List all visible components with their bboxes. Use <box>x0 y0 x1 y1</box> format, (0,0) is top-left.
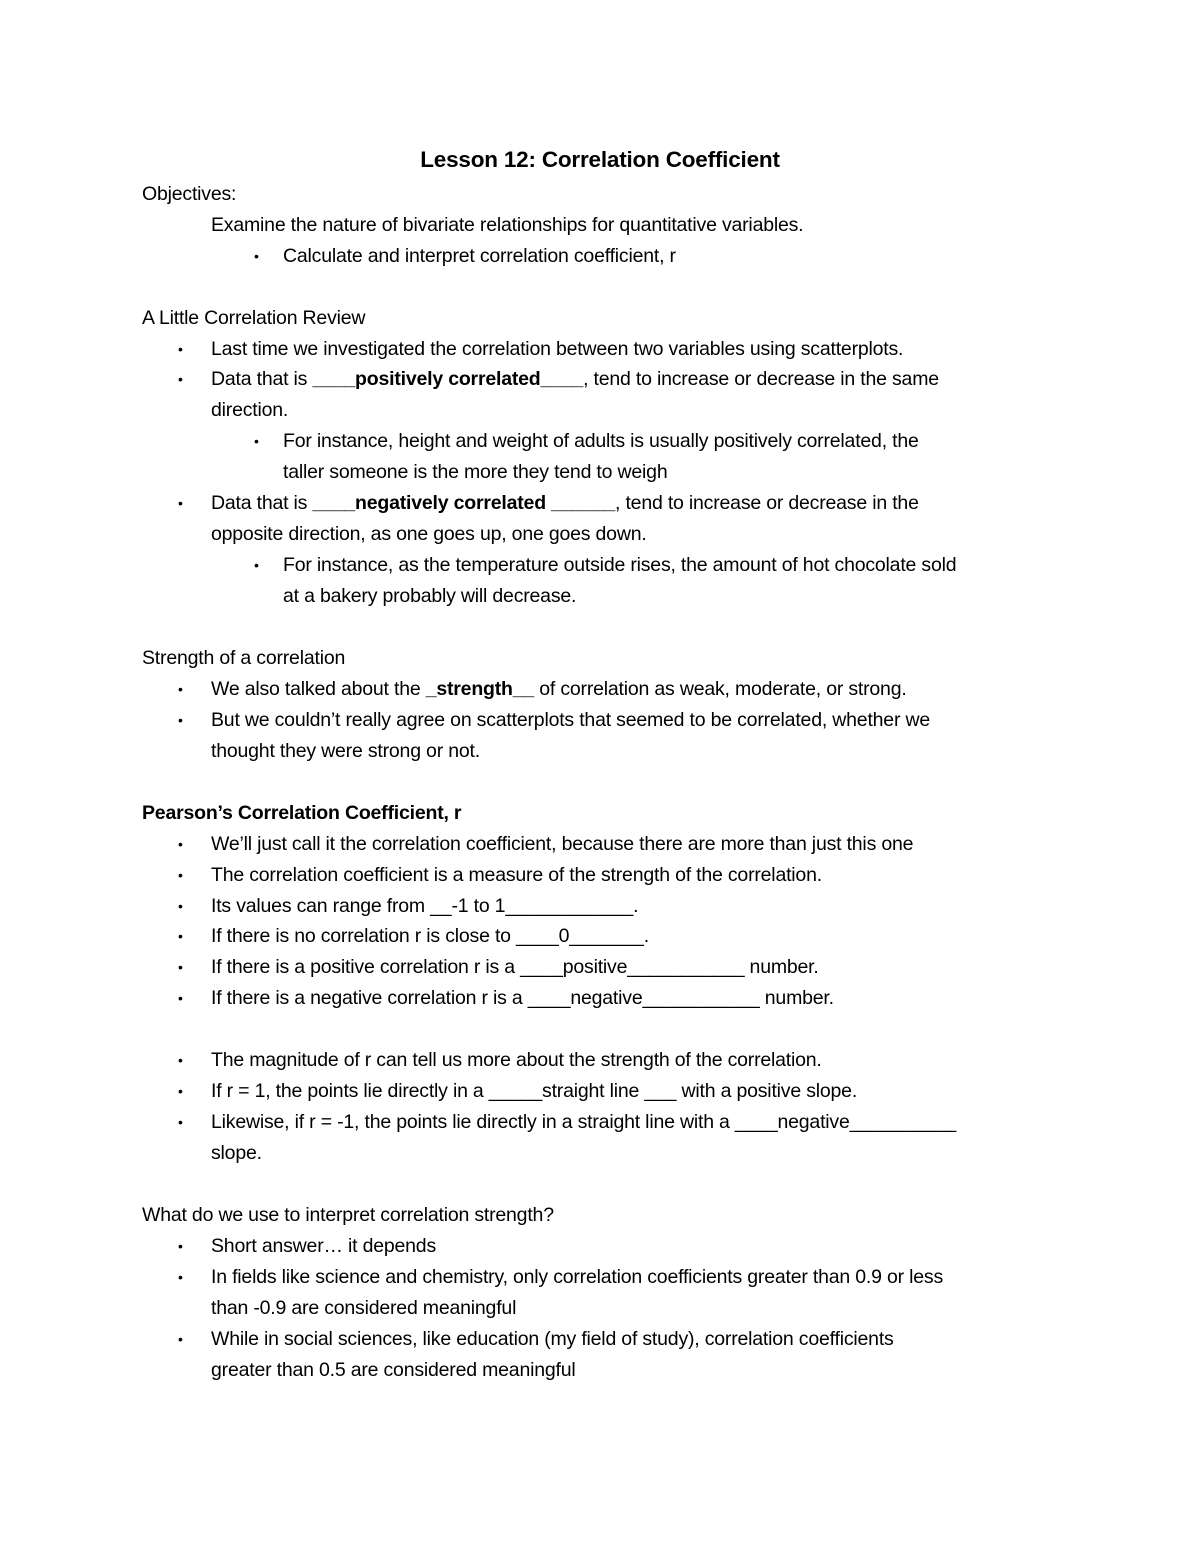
interpret-bullet-3: While in social sciences, like education (my field of study), correlation coefficients <box>211 1328 894 1350</box>
bullet-marker: • <box>178 959 183 975</box>
strength-bullet-2: But we couldn’t really agree on scatterplots that seemed to be correlated, whether we <box>211 709 930 731</box>
interpret-heading: What do we use to interpret correlation strength? <box>142 1204 554 1226</box>
pearson-heading: Pearson’s Correlation Coefficient, r <box>142 802 462 824</box>
objectives-bullet: Calculate and interpret correlation coefficient, r <box>283 245 676 267</box>
text-segment: , tend to increase or decrease in the same <box>583 368 939 390</box>
pearson-bullet-1: We’ll just call it the correlation coefficient, because there are more than just this one <box>211 833 914 855</box>
bullet-marker: • <box>178 371 183 387</box>
page-title: Lesson 12: Correlation Coefficient <box>420 147 780 172</box>
text-segment: We also talked about the <box>211 678 426 700</box>
bullet-marker: • <box>178 928 183 944</box>
objectives-line: Examine the nature of bivariate relationships for quantitative variables. <box>211 214 804 236</box>
bullet-marker: • <box>178 1238 183 1254</box>
bullet-marker: • <box>254 248 259 264</box>
bullet-marker: • <box>178 867 183 883</box>
answer-fill: ____negatively correlated ______ <box>312 492 616 514</box>
interpret-bullet-2: In fields like science and chemistry, only correlation coefficients greater than 0.9 or less <box>211 1266 943 1288</box>
pearson-bullet-2: The correlation coefficient is a measure of the strength of the correlation. <box>211 864 822 886</box>
text-segment: of correlation as weak, moderate, or strong. <box>534 678 907 700</box>
strength-bullet-2-cont: thought they were strong or not. <box>211 740 480 762</box>
bullet-marker: • <box>254 433 259 449</box>
bullet-marker: • <box>178 495 183 511</box>
objectives-heading: Objectives: <box>142 183 237 205</box>
pearson-bullet-9: Likewise, if r = -1, the points lie directly in a straight line with a ____negative__________ <box>211 1111 957 1133</box>
pearson-bullet-8: If r = 1, the points lie directly in a _____straight line ___ with a positive slope. <box>211 1080 858 1102</box>
pearson-bullet-4: If there is no correlation r is close to ____0_______. <box>211 925 649 947</box>
strength-heading: Strength of a correlation <box>142 647 346 669</box>
pearson-bullet-7: The magnitude of r can tell us more about the strength of the correlation. <box>211 1049 822 1071</box>
bullet-marker: • <box>178 836 183 852</box>
review-bullet-3 <box>211 490 919 516</box>
answer-fill: _strength__ <box>425 678 535 700</box>
text-segment: , tend to increase or decrease in the <box>615 492 919 514</box>
bullet-marker: • <box>178 1052 183 1068</box>
bullet-marker: • <box>178 681 183 697</box>
bullet-marker: • <box>178 712 183 728</box>
pearson-bullet-3: Its values can range from __-1 to 1____________. <box>211 895 639 917</box>
interpret-bullet-1: Short answer… it depends <box>211 1235 436 1257</box>
pearson-bullet-9-cont: slope. <box>211 1142 262 1164</box>
pearson-bullet-5: If there is a positive correlation r is a ____positive___________ number. <box>211 956 819 978</box>
review-bullet-1: Last time we investigated the correlation between two variables using scatterplots. <box>211 338 904 360</box>
bullet-marker: • <box>178 1269 183 1285</box>
bullet-marker: • <box>178 990 183 1006</box>
review-heading: A Little Correlation Review <box>142 307 366 329</box>
interpret-bullet-2-cont: than -0.9 are considered meaningful <box>211 1297 517 1319</box>
review-bullet-2-cont: direction. <box>211 399 289 421</box>
bullet-marker: • <box>178 1331 183 1347</box>
review-bullet-2 <box>211 366 939 392</box>
bullet-marker: • <box>178 1083 183 1099</box>
bullet-marker: • <box>178 1114 183 1130</box>
bullet-marker: • <box>178 341 183 357</box>
answer-fill: ____positively correlated____ <box>312 368 584 390</box>
review-bullet-3-cont: opposite direction, as one goes up, one goes down. <box>211 523 647 545</box>
bullet-marker: • <box>178 898 183 914</box>
pearson-bullet-6: If there is a negative correlation r is a ____negative___________ number. <box>211 987 834 1009</box>
text-segment: Data that is <box>211 368 313 390</box>
strength-bullet-1 <box>211 676 907 702</box>
text-segment: Data that is <box>211 492 313 514</box>
review-sub-1: For instance, height and weight of adults is usually positively correlated, the <box>283 430 919 452</box>
review-sub-2-cont: at a bakery probably will decrease. <box>283 585 577 607</box>
bullet-marker: • <box>254 557 259 573</box>
interpret-bullet-3-cont: greater than 0.5 are considered meaningful <box>211 1359 576 1381</box>
review-sub-1-cont: taller someone is the more they tend to weigh <box>283 461 668 483</box>
review-sub-2: For instance, as the temperature outside rises, the amount of hot chocolate sold <box>283 554 957 576</box>
